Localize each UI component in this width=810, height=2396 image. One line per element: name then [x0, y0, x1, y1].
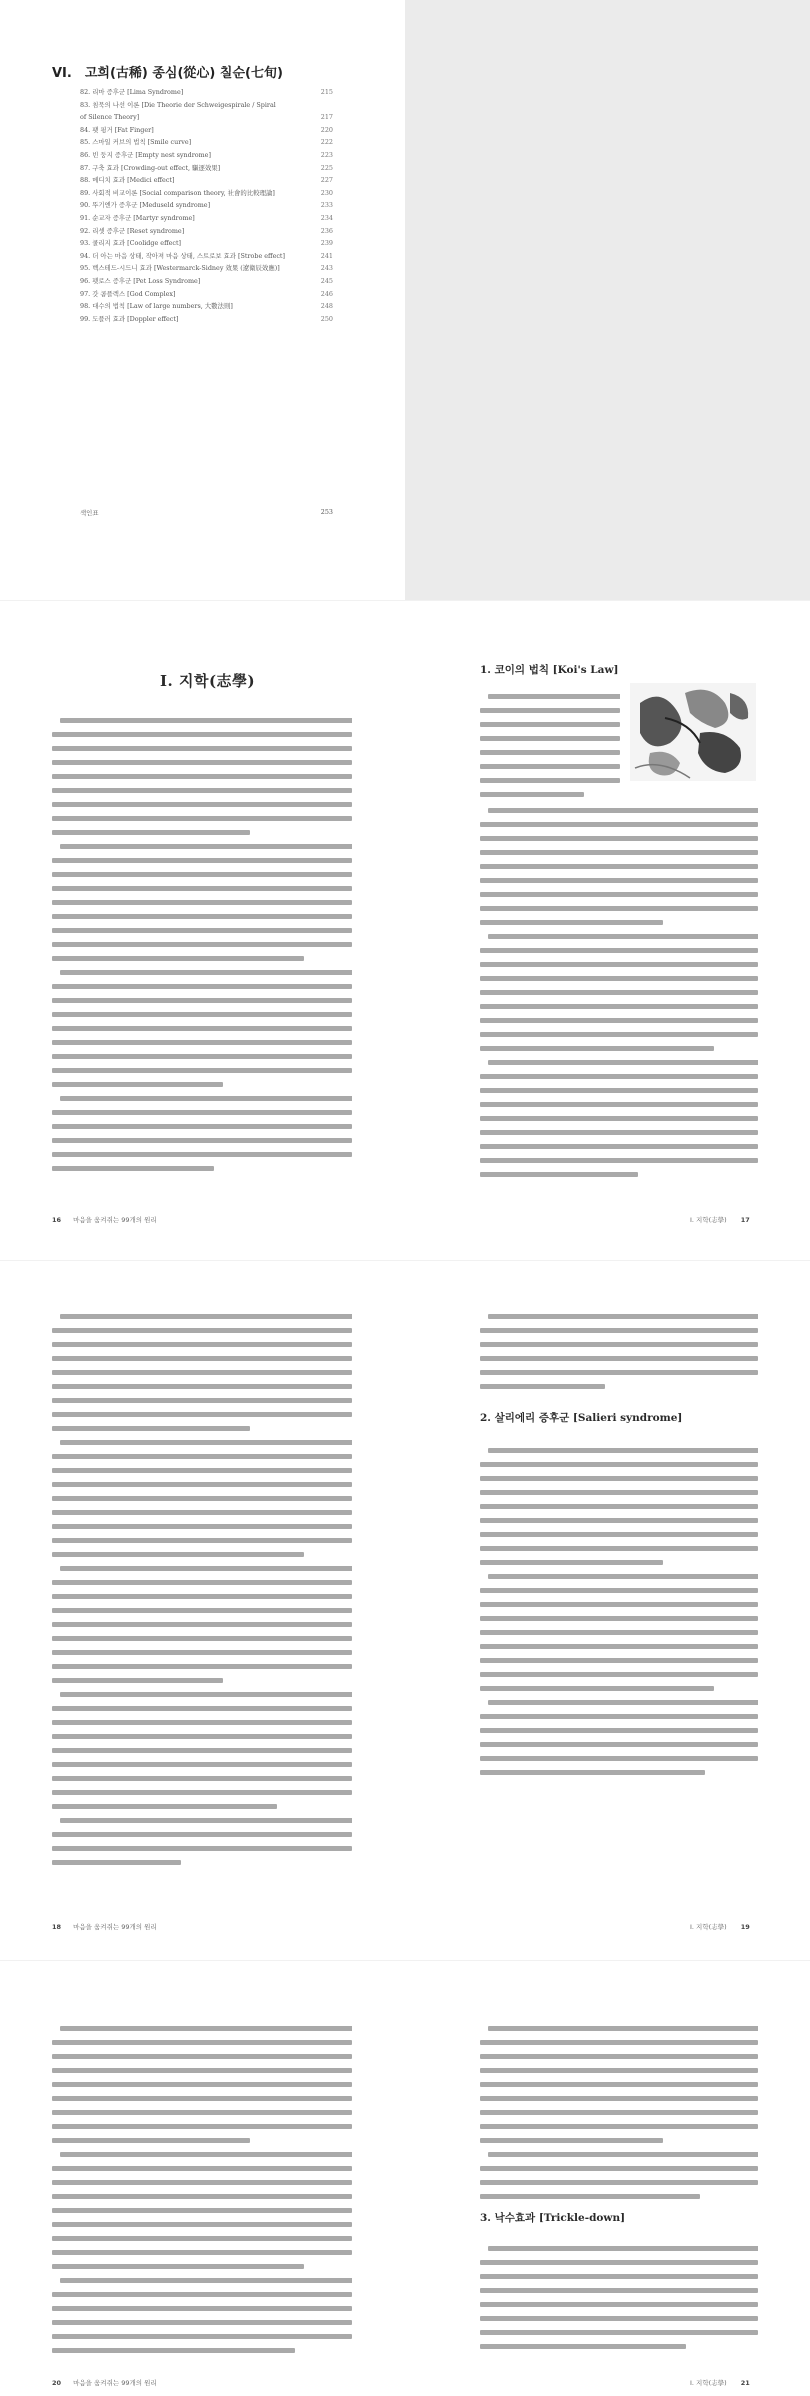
toc-entry-label: 92. 리셋 증후군 [Reset syndrome] [80, 226, 185, 235]
text-line [480, 2296, 758, 2310]
text-line [52, 1602, 352, 1616]
text-line [480, 2338, 758, 2352]
toc-entry-label: 97. 갓 콤플렉스 [God Complex] [80, 289, 176, 298]
text-line [480, 970, 758, 984]
text-line [52, 796, 352, 810]
text-line [52, 2188, 352, 2202]
toc-entry [80, 162, 333, 175]
text-line [52, 2104, 352, 2118]
text-line [52, 838, 352, 852]
toc-index-label: 색인표 [80, 509, 99, 517]
text-line [52, 1350, 352, 1364]
text-line [480, 1040, 758, 1054]
text-line [52, 1406, 352, 1420]
text-line [480, 2240, 758, 2254]
body-text-block [480, 1442, 758, 1782]
text-line [480, 1582, 758, 1596]
text-line [480, 2282, 758, 2296]
text-line [52, 1504, 352, 1518]
text-line [52, 1826, 352, 1840]
text-line [52, 1160, 352, 1174]
toc-list [80, 86, 333, 325]
toc-entry-label: 89. 사회적 비교이론 [Social comparison theory, 社會的比較理論] [80, 188, 275, 197]
text-line [52, 1756, 352, 1770]
text-line [52, 2202, 352, 2216]
text-line [480, 844, 758, 858]
toc-heading: VI. 고희(古稀) 종심(從心) 칠순(七旬) [52, 66, 283, 81]
text-line [52, 1588, 352, 1602]
text-line [480, 1152, 758, 1166]
toc-entry-label: 96. 펫로스 증후군 [Pet Loss Syndrome] [80, 276, 201, 285]
text-line [52, 2314, 352, 2328]
toc-entry-page: 223 [320, 150, 333, 159]
text-line [52, 1560, 352, 1574]
text-line [480, 1638, 758, 1652]
text-line [52, 1798, 352, 1812]
toc-entry [80, 275, 333, 288]
text-line [480, 1526, 758, 1540]
toc-entry-page: 246 [320, 289, 333, 298]
text-line [52, 2146, 352, 2160]
text-line [480, 914, 758, 928]
toc-entry [80, 225, 333, 238]
text-line [480, 1138, 758, 1152]
toc-entry-page: 220 [320, 125, 333, 134]
text-line [52, 1476, 352, 1490]
text-line [52, 866, 352, 880]
text-line [52, 1146, 352, 1160]
text-line [52, 1392, 352, 1406]
toc-entry-page: 225 [320, 163, 333, 172]
text-line [480, 830, 758, 844]
text-line [52, 824, 352, 838]
toc-entry-label: 82. 리마 증후군 [Lima Syndrome] [80, 88, 184, 96]
text-line [480, 2160, 758, 2174]
text-line [52, 768, 352, 782]
running-title: Ⅰ. 지학(志學) [690, 2379, 727, 2387]
text-line [52, 726, 352, 740]
text-line [52, 922, 352, 936]
body-text-block [52, 712, 352, 1182]
page-number: 17 [740, 1216, 750, 1224]
text-line [52, 1742, 352, 1756]
toc-entry [80, 288, 333, 301]
text-line [52, 1434, 352, 1448]
folio-left [52, 2378, 157, 2387]
text-line [52, 2230, 352, 2244]
text-line [480, 1026, 758, 1040]
body-text-block [480, 2240, 758, 2365]
text-line [52, 1322, 352, 1336]
text-line [52, 2328, 352, 2342]
text-line [480, 1364, 758, 1378]
page-number: 18 [52, 1923, 62, 1931]
text-line [52, 2076, 352, 2090]
text-line [480, 802, 758, 816]
toc-entry-label: 86. 빈 둥지 증후군 [Empty nest syndrome] [80, 150, 211, 159]
body-text-block [480, 802, 758, 1182]
folio-left [52, 1922, 157, 1931]
page-number: 21 [740, 2379, 750, 2387]
text-line [52, 2216, 352, 2230]
text-line [480, 688, 620, 702]
text-line [52, 1308, 352, 1322]
text-line [480, 1568, 758, 1582]
text-line [52, 1770, 352, 1784]
text-line [480, 1624, 758, 1638]
page-number: 20 [52, 2379, 62, 2387]
text-line [480, 1166, 758, 1180]
toc-entry [80, 313, 333, 326]
text-line [52, 1490, 352, 1504]
folio-right [690, 1215, 760, 1224]
running-title: 마음을 움켜쥐는 99개의 원리 [73, 2379, 157, 2387]
text-line [52, 2258, 352, 2272]
text-line [52, 1686, 352, 1700]
toc-entry-page: 236 [320, 226, 333, 235]
text-line [52, 1658, 352, 1672]
page-number: 16 [52, 1216, 62, 1224]
toc-entry-page: 233 [320, 201, 333, 210]
toc-entry-page: 248 [320, 302, 333, 311]
text-line [52, 782, 352, 796]
text-line [52, 1714, 352, 1728]
text-line [52, 978, 352, 992]
text-line [480, 1442, 758, 1456]
text-line [480, 2090, 758, 2104]
text-line [480, 702, 620, 716]
text-line [480, 928, 758, 942]
text-line [52, 1672, 352, 1686]
section-title-salieri: 2. 살리에리 증후군 [Salieri syndrome] [480, 1412, 683, 1424]
body-text-block [52, 1308, 352, 1868]
text-line [52, 2062, 352, 2076]
text-line [480, 2020, 758, 2034]
body-text-block [52, 2020, 352, 2360]
text-line [52, 1574, 352, 1588]
text-line [480, 2324, 758, 2338]
text-line [52, 1020, 352, 1034]
text-line [480, 872, 758, 886]
toc-entry-label: 88. 메디치 효과 [Medici effect] [80, 176, 175, 185]
text-line [52, 740, 352, 754]
text-line [52, 964, 352, 978]
text-line [52, 2160, 352, 2174]
body-text-block [480, 2020, 758, 2202]
text-line [480, 730, 620, 744]
toc-entry [80, 212, 333, 225]
text-line [480, 816, 758, 830]
text-line [52, 1616, 352, 1630]
text-line [52, 852, 352, 866]
text-line [52, 894, 352, 908]
text-line [480, 1596, 758, 1610]
toc-index-page: 253 [320, 508, 333, 516]
page-number: 19 [740, 1923, 750, 1931]
text-line [480, 2062, 758, 2076]
text-line [480, 1456, 758, 1470]
page-separator [0, 600, 810, 601]
text-line [52, 2286, 352, 2300]
toc-entry [80, 124, 333, 137]
toc-entry [80, 111, 333, 124]
text-line [52, 1462, 352, 1476]
toc-entry-label: 85. 스마일 커브의 법칙 [Smile curve] [80, 138, 192, 147]
running-title: Ⅰ. 지학(志學) [690, 1216, 727, 1224]
text-line [480, 2310, 758, 2324]
text-line [480, 744, 620, 758]
text-line [52, 2034, 352, 2048]
text-line [52, 1784, 352, 1798]
text-line [52, 754, 352, 768]
text-line [52, 2244, 352, 2258]
text-line [52, 2020, 352, 2034]
text-line [52, 1448, 352, 1462]
toc-entry-label: 93. 쿨리지 효과 [Coolidge effect] [80, 239, 182, 248]
folio-left [52, 1215, 157, 1224]
toc-entry-label: 87. 구축 효과 [Crowding-out effect, 驅逐效果] [80, 163, 221, 172]
text-line [52, 1048, 352, 1062]
text-line [480, 1512, 758, 1526]
text-line [52, 1420, 352, 1434]
text-line [52, 1728, 352, 1742]
text-line [52, 1378, 352, 1392]
text-line [52, 936, 352, 950]
text-line [52, 1644, 352, 1658]
text-line [52, 810, 352, 824]
text-line [480, 956, 758, 970]
text-line [52, 2048, 352, 2062]
text-line [480, 1554, 758, 1568]
text-line [52, 1840, 352, 1854]
text-line [480, 772, 620, 786]
text-line [480, 942, 758, 956]
text-line [52, 1532, 352, 1546]
toc-entry [80, 187, 333, 200]
text-line [52, 908, 352, 922]
text-line [480, 786, 620, 800]
toc-entry-page: 239 [320, 239, 333, 248]
koi-fish-illustration [630, 683, 756, 781]
text-line [480, 1054, 758, 1068]
folio-right [690, 2378, 760, 2387]
text-line [480, 2076, 758, 2090]
toc-entry-label: 84. 팻 핑거 [Fat Finger] [80, 125, 154, 134]
text-line [52, 2342, 352, 2356]
text-line [52, 950, 352, 964]
text-line [480, 716, 620, 730]
toc-entry [80, 149, 333, 162]
toc-entry-label: 90. 뚜기엔가 증후군 [Meduseld syndrome] [80, 201, 211, 210]
toc-entry-label: of Silence Theory] [80, 113, 140, 122]
toc-entry [80, 250, 333, 263]
text-line [52, 712, 352, 726]
text-line [480, 1308, 758, 1322]
text-line [52, 1700, 352, 1714]
text-line [480, 1666, 758, 1680]
body-text-block [480, 688, 620, 800]
text-line [480, 2268, 758, 2282]
text-line [480, 1484, 758, 1498]
text-line [52, 1076, 352, 1090]
text-line [480, 2034, 758, 2048]
text-line [52, 1090, 352, 1104]
toc-entry-page: 227 [320, 176, 333, 185]
text-line [480, 1610, 758, 1624]
text-line [52, 880, 352, 894]
toc-entry [80, 199, 333, 212]
text-line [480, 900, 758, 914]
text-line [480, 1096, 758, 1110]
text-line [52, 992, 352, 1006]
text-line [52, 2132, 352, 2146]
toc-entry-label: 99. 도플러 효과 [Doppler effect] [80, 314, 179, 323]
text-line [52, 1630, 352, 1644]
page-separator [0, 1260, 810, 1261]
text-line [480, 758, 620, 772]
text-line [52, 2174, 352, 2188]
text-line [480, 1470, 758, 1484]
text-line [52, 2118, 352, 2132]
text-line [480, 2146, 758, 2160]
running-title: 마음을 움켜쥐는 99개의 원리 [73, 1216, 157, 1224]
text-line [52, 1118, 352, 1132]
toc-entry-page: 230 [320, 188, 333, 197]
text-line [480, 2132, 758, 2146]
text-line [480, 2048, 758, 2062]
running-title: 마음을 움켜쥐는 99개의 원리 [73, 1923, 157, 1931]
toc-entry [80, 86, 333, 99]
text-line [52, 2300, 352, 2314]
toc-index-entry [80, 508, 333, 517]
text-line [480, 1378, 758, 1392]
toc-entry-label: 91. 순교자 증후군 [Martyr syndrome] [80, 213, 195, 222]
text-line [480, 1652, 758, 1666]
blank-page-background [405, 0, 810, 600]
text-line [480, 2188, 758, 2202]
text-line [480, 858, 758, 872]
text-line [480, 1012, 758, 1026]
toc-entry-label: 95. 벡스테드-시드니 효과 [Westermarck-Sidney 效果 (遼衛辰效應)] [80, 264, 280, 273]
text-line [480, 1708, 758, 1722]
text-line [480, 1124, 758, 1138]
text-line [480, 1350, 758, 1364]
text-line [52, 1336, 352, 1350]
text-line [480, 2104, 758, 2118]
text-line [52, 1364, 352, 1378]
toc-entry-page: 243 [320, 264, 333, 273]
text-line [480, 1082, 758, 1096]
running-title: Ⅰ. 지학(志學) [690, 1923, 727, 1931]
toc-entry-label: 98. 대수의 법칙 [Law of large numbers, 大數法則] [80, 302, 233, 311]
text-line [52, 1006, 352, 1020]
text-line [480, 2254, 758, 2268]
toc-entry-page: 222 [320, 138, 333, 147]
toc-entry [80, 262, 333, 275]
text-line [52, 1854, 352, 1868]
text-line [480, 1322, 758, 1336]
toc-entry-label: 94. 더 아는 마음 상태, 작아져 마음 상태, 스트로보 효과 [Strobe effect] [80, 251, 285, 260]
toc-entry-page: 234 [320, 213, 333, 222]
toc-entry [80, 237, 333, 250]
text-line [52, 2090, 352, 2104]
text-line [480, 1110, 758, 1124]
text-line [52, 1062, 352, 1076]
text-line [480, 1068, 758, 1082]
text-line [480, 1722, 758, 1736]
text-line [480, 1336, 758, 1350]
text-line [52, 1034, 352, 1048]
text-line [480, 1694, 758, 1708]
folio-right [690, 1922, 760, 1931]
toc-entry [80, 300, 333, 313]
text-line [480, 2174, 758, 2188]
toc-entry-page: 250 [320, 314, 333, 323]
text-line [480, 1498, 758, 1512]
text-line [480, 2118, 758, 2132]
text-line [480, 1750, 758, 1764]
text-line [52, 1812, 352, 1826]
toc-entry-page: 245 [320, 276, 333, 285]
toc-entry-label: 83. 침묵의 나선 이론 [Die Theorie der Schweigespirale / Spiral [80, 100, 276, 109]
toc-entry [80, 174, 333, 187]
body-text-block [480, 1308, 758, 1392]
toc-entry [80, 136, 333, 149]
text-line [480, 984, 758, 998]
text-line [52, 1132, 352, 1146]
text-line [52, 1518, 352, 1532]
section-title-trickle: 3. 낙수효과 [Trickle-down] [480, 2212, 626, 2224]
toc-entry [80, 99, 333, 112]
chapter-title: Ⅰ. 지학(志學) [160, 672, 256, 690]
text-line [480, 1736, 758, 1750]
text-line [480, 886, 758, 900]
section-title-koi: 1. 코이의 법칙 [Koi's Law] [480, 664, 619, 676]
page-separator [0, 1960, 810, 1961]
toc-entry-page: 217 [320, 113, 333, 122]
text-line [52, 2272, 352, 2286]
text-line [480, 998, 758, 1012]
text-line [480, 1540, 758, 1554]
toc-entry-page: 241 [320, 251, 333, 260]
toc-entry-page: 215 [320, 88, 333, 96]
text-line [52, 1104, 352, 1118]
text-line [480, 1764, 758, 1778]
text-line [480, 1680, 758, 1694]
text-line [52, 1546, 352, 1560]
